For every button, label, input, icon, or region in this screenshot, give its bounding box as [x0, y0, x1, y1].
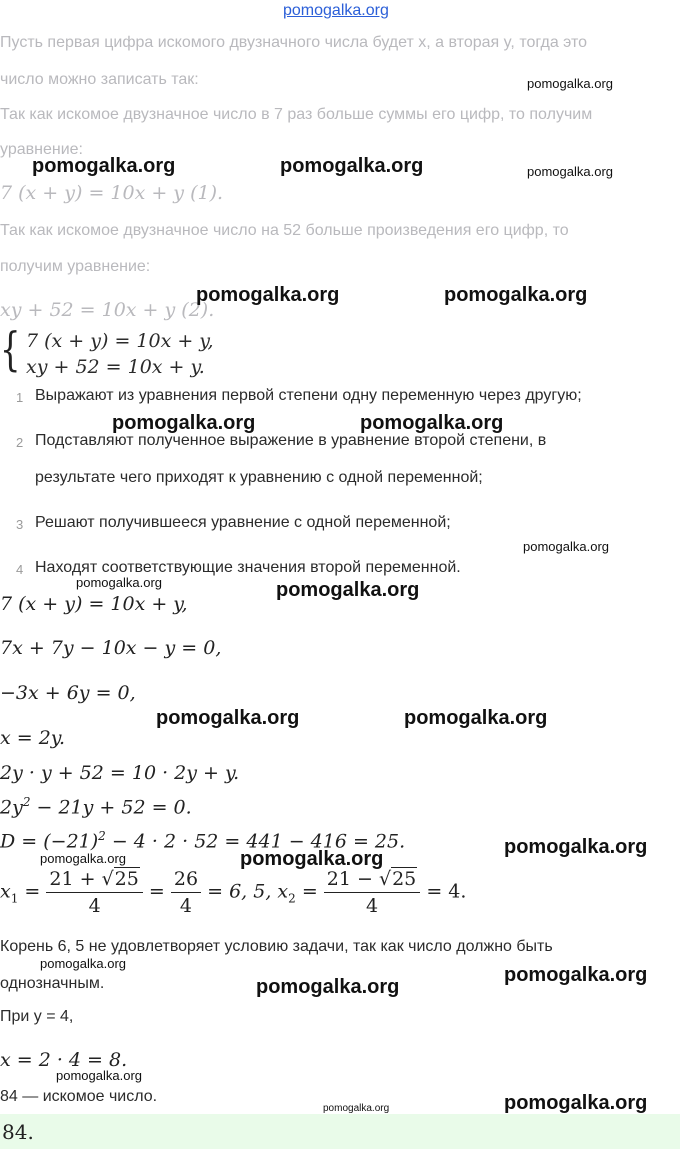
step-number: 3: [16, 517, 24, 532]
watermark: pomogalka.org: [360, 412, 504, 434]
conclusion-line-3: При y = 4,: [0, 1008, 74, 1025]
watermark: pomogalka.org: [156, 707, 300, 729]
fraction-x2: $\frac{21 - √25}{4}$: [324, 866, 420, 919]
conclusion-line-1: Корень 6, 5 не удовлетворяет условию задачи, так как число должно быть: [0, 938, 553, 955]
solution-line-6: $2y^2 - 21y + 52 = 0$.: [0, 795, 192, 819]
step-number: 2: [16, 435, 24, 450]
watermark: pomogalka.org: [504, 964, 648, 986]
step-text: Решают получившееся уравнение с одной переменной;: [35, 514, 451, 531]
solution-line-5: 2y · y + 52 = 10 · 2y + y.: [0, 762, 240, 784]
intro-equation-1: 7 (x + y) = 10x + y (1).: [0, 182, 224, 204]
watermark: pomogalka.org: [40, 956, 126, 971]
watermark: pomogalka.org: [444, 284, 588, 306]
step-text-continued: результате чего приходят к уравнению с одной переменной;: [35, 469, 483, 486]
intro-line-3: Так как искомое двузначное число в 7 раз больше суммы его цифр, то получим: [0, 106, 593, 123]
intro-line-1: Пусть первая цифра искомого двузначного числа будет x, а вторая y, тогда это: [0, 34, 588, 51]
watermark: pomogalka.org: [196, 284, 340, 306]
fraction-x1: $\frac{21 + √25}{4}$: [46, 866, 142, 919]
discriminant-line: $D = (-21)^2 - 4 \cdot 2 \cdot 52 = 441 - 416 = 25$.: [0, 829, 406, 853]
system-brace: {: [0, 322, 21, 376]
watermark: pomogalka.org: [504, 1092, 648, 1114]
watermark: pomogalka.org: [56, 1068, 142, 1083]
intro-line-4: уравнение:: [0, 141, 83, 158]
answer-value: 84.: [2, 1120, 34, 1144]
fraction-x1-simplified: $\frac{26}{4}$: [171, 866, 201, 919]
solution-line-4: x = 2y.: [0, 727, 66, 749]
system-row-1: 7 (x + y) = 10x + y,: [26, 330, 214, 352]
watermark: pomogalka.org: [527, 164, 613, 179]
watermark: pomogalka.org: [240, 848, 384, 870]
watermark: pomogalka.org: [276, 579, 420, 601]
watermark: pomogalka.org: [323, 1103, 390, 1114]
intro-line-5: Так как искомое двузначное число на 52 больше произведения его цифр, то: [0, 222, 569, 239]
intro-line-6: получим уравнение:: [0, 258, 151, 275]
watermark: pomogalka.org: [280, 155, 424, 177]
roots-line: $x_1$ = $\frac{21 + √25}{4}$ = $\frac{26}{4}$ = 6, 5, $x_2$ = $\frac{21 - √25}{4}$ = 4.: [0, 868, 467, 917]
step-text: Находят соответствующие значения второй переменной.: [35, 559, 461, 576]
watermark: pomogalka.org: [404, 707, 548, 729]
watermark: pomogalka.org: [527, 76, 613, 91]
watermark: pomogalka.org: [76, 575, 162, 590]
solution-line-1: 7 (x + y) = 10x + y,: [0, 593, 188, 615]
intro-equation-2: xy + 52 = 10x + y (2).: [0, 299, 215, 321]
intro-line-2: число можно записать так:: [0, 71, 199, 88]
solution-line-2: 7x + 7y − 10x − y = 0,: [0, 637, 222, 659]
watermark: pomogalka.org: [523, 539, 609, 554]
watermark: pomogalka.org: [112, 412, 256, 434]
step-text: Выражают из уравнения первой степени одну переменную через другую;: [35, 387, 582, 404]
conclusion-line-2: однозначным.: [0, 975, 105, 992]
conclusion-line-4: x = 2 · 4 = 8.: [0, 1049, 128, 1071]
watermark: pomogalka.org: [504, 836, 648, 858]
watermark: pomogalka.org: [256, 976, 400, 998]
system-row-2: xy + 52 = 10x + y.: [26, 356, 205, 378]
answer-bar: [0, 1114, 680, 1149]
step-text: Подставляют полученное выражение в уравнение второй степени, в: [35, 432, 547, 449]
watermark: pomogalka.org: [32, 155, 176, 177]
site-link[interactable]: pomogalka.org: [283, 2, 389, 19]
step-number: 1: [16, 390, 24, 405]
conclusion-line-5: 84 — искомое число.: [0, 1088, 158, 1105]
solution-line-3: −3x + 6y = 0,: [0, 682, 136, 704]
step-number: 4: [16, 562, 24, 577]
watermark: pomogalka.org: [40, 851, 126, 866]
